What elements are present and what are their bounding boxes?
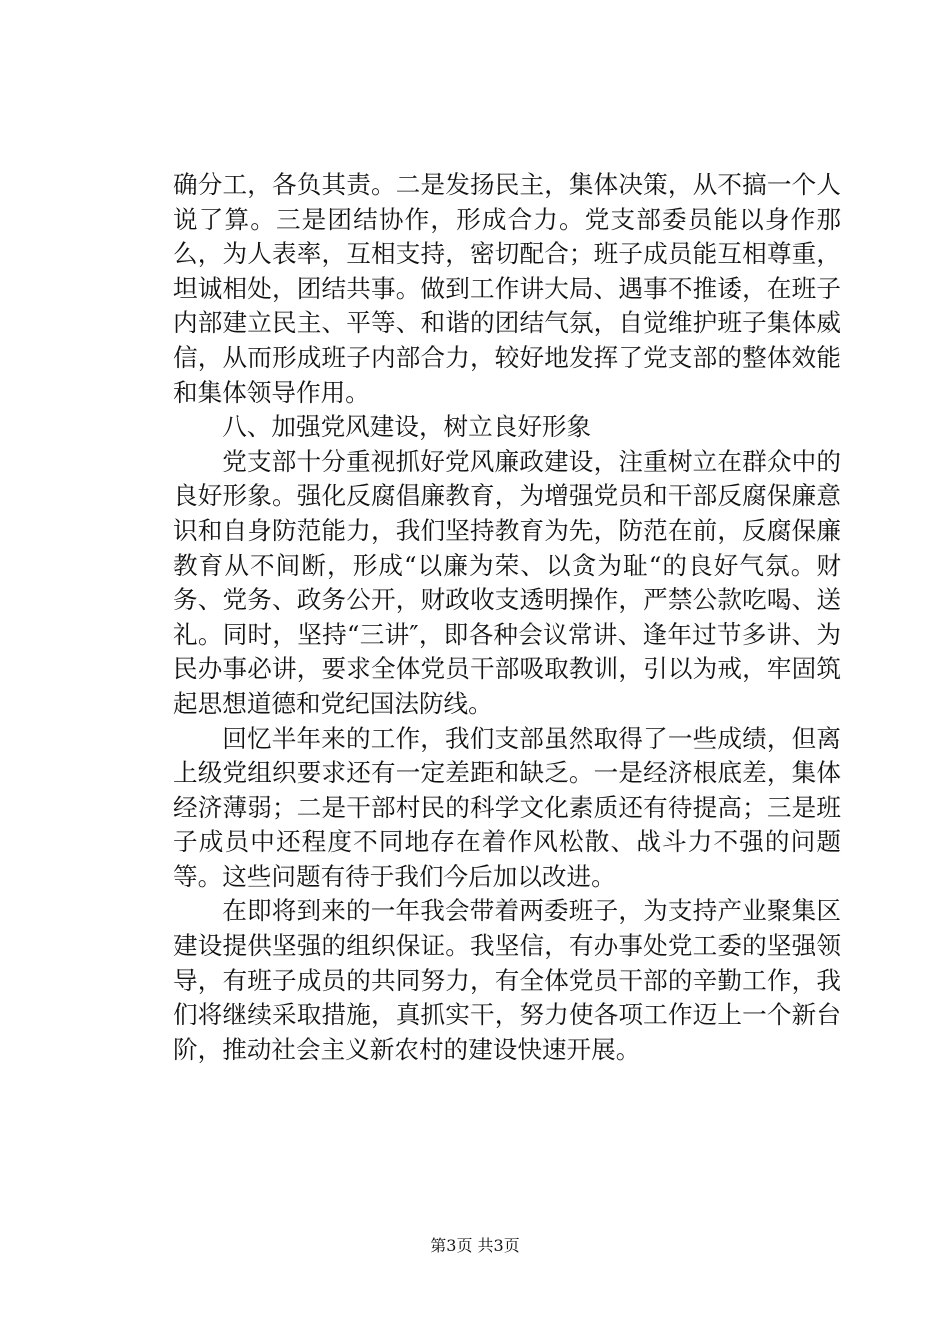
paragraph: 在即将到来的一年我会带着两委班子，为支持产业聚集区建设提供坚强的组织保证。我坚信，有办事处党工委的坚强领导，有班子成员的共同努力，有全体党员干部的辛勤工作，我们将继续采取措施，真抓实干，努力使各项工作迈上一个新台阶，推动社会主义新农村的建设快速开展。 xyxy=(173,896,841,1064)
paragraph-continuation: 确分工，各负其责。二是发扬民主，集体决策，从不搞一个人说了算。三是团结协作，形成合力。党支部委员能以身作那么，为人表率，互相支持，密切配合；班子成员能互相尊重，坦诚相处，团结共事。做到工作讲大局、遇事不推诿，在班子内部建立民主、平等、和谐的团结气氛，自觉维护班子集体威信，从而形成班子内部合力，较好地发挥了党支部的整体效能和集体领导作用。 xyxy=(173,170,841,407)
document-body xyxy=(173,168,841,1067)
page-footer: 第3页 共3页 xyxy=(430,1236,520,1255)
section-heading: 八、加强党风建设，树立良好形象 xyxy=(222,412,592,442)
paragraph: 回忆半年来的工作，我们支部虽然取得了一些成绩，但离上级党组织要求还有一定差距和缺乏。一是经济根底差，集体经济薄弱；二是干部村民的科学文化素质还有待提高；三是班子成员中还程度不同地存在着作风松散、战斗力不强的问题等。这些问题有待于我们今后加以改进。 xyxy=(173,723,841,891)
paragraph: 党支部十分重视抓好党风廉政建设，注重树立在群众中的良好形象。强化反腐倡廉教育，为增强党员和干部反腐保廉意识和自身防范能力，我们坚持教育为先，防范在前，反腐保廉教育从不间断，形成“以廉为荣、以贪为耻“的良好气氛。财务、党务、政务公开，财政收支透明操作，严禁公款吃喝、送礼。同时，坚持“三讲″，即各种会议常讲、逢年过节多讲、为民办事必讲，要求全体党员干部吸取教训，引以为戒，牢固筑起思想道德和党纪国法防线。 xyxy=(173,446,841,718)
